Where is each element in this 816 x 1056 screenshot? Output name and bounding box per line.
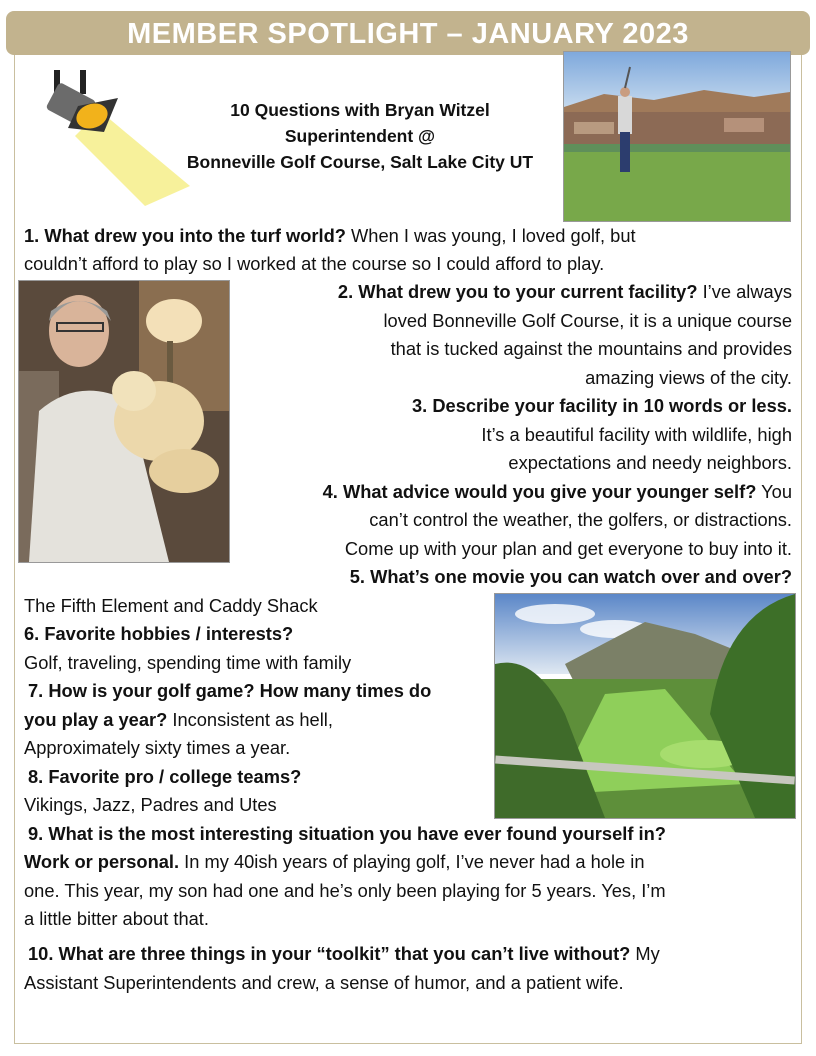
answer-3-line-2: expectations and needy neighbors.	[508, 452, 792, 473]
golfer-teeing-off-photo	[563, 51, 791, 222]
answer-2-line-2: loved Bonneville Golf Course, it is a unique course	[383, 310, 792, 331]
question-8-text: 8. Favorite pro / college teams?	[28, 766, 302, 787]
answer-7-part-1: Inconsistent as hell,	[167, 709, 333, 730]
answer-8: Vikings, Jazz, Padres and Utes	[24, 794, 277, 815]
answer-2-line-3: that is tucked against the mountains and provides	[390, 338, 792, 359]
answer-4-line-2: can’t control the weather, the golfers, or distractions.	[369, 509, 792, 530]
intro-line-2: Superintendent @	[284, 126, 436, 146]
question-9-part-2: Work or personal.	[24, 851, 180, 872]
question-9-line-2	[24, 848, 645, 876]
question-1: 1. What drew you into the turf world?	[24, 225, 346, 246]
question-6-text: 6. Favorite hobbies / interests?	[24, 623, 294, 644]
question-10-line-1	[28, 940, 660, 968]
answer-2-line-4: amazing views of the city.	[585, 367, 792, 388]
answer-5: The Fifth Element and Caddy Shack	[24, 595, 318, 616]
interview-intro	[140, 97, 580, 175]
answer-1-line-2: couldn’t afford to play so I worked at the course so I could afford to play.	[24, 253, 605, 274]
spotlight-banner: MEMBER SPOTLIGHT – JANUARY 2023	[6, 11, 810, 55]
question-10: 10. What are three things in your “toolkit” that you can’t live without?	[28, 943, 631, 964]
answer-1-part-1: When I was young, I loved golf, but	[345, 225, 636, 246]
question-7-line-1	[28, 677, 431, 705]
question-5	[350, 563, 792, 591]
intro-line-3: Bonneville Golf Course, Salt Lake City UT	[186, 152, 534, 172]
man-with-puppy-photo	[18, 280, 230, 563]
answer-7-line-2: Approximately sixty times a year.	[24, 737, 291, 758]
question-7-part-2: you play a year?	[24, 709, 168, 730]
question-2: 2. What drew you to your current facility?	[337, 281, 698, 302]
question-2-line-1	[338, 278, 792, 306]
question-9-line-1	[28, 820, 666, 848]
answer-9-line-3: a little bitter about that.	[24, 908, 209, 929]
intro-line-1: 10 Questions with Bryan Witzel	[230, 100, 490, 120]
question-6	[24, 620, 293, 648]
question-4: 4. What advice would you give your younger self?	[322, 481, 757, 502]
answer-10-line-2: Assistant Superintendents and crew, a sense of humor, and a patient wife.	[24, 972, 624, 993]
answer-6: Golf, traveling, spending time with family	[24, 652, 352, 673]
question-3	[412, 392, 792, 420]
answer-10-part-1: My	[630, 943, 660, 964]
question-4-line-1	[323, 478, 792, 506]
question-7-line-2	[24, 706, 333, 734]
answer-9-part-1: In my 40ish years of playing golf, I’ve never had a hole in	[179, 851, 645, 872]
question-3-text: 3. Describe your facility in 10 words or less.	[412, 395, 792, 416]
question-5-text: 5. What’s one movie you can watch over and over?	[349, 566, 792, 587]
golf-course-view-photo	[494, 593, 796, 819]
question-8	[28, 763, 301, 791]
answer-3-line-1: It’s a beautiful facility with wildlife, high	[481, 424, 792, 445]
answer-4-line-3: Come up with your plan and get everyone to buy into it.	[344, 538, 792, 559]
answer-4-part-1: You	[756, 481, 792, 502]
question-1-line-1	[24, 222, 636, 250]
answer-9-line-2: one. This year, my son had one and he’s only been playing for 5 years. Yes, I’m	[24, 880, 666, 901]
question-7-text: 7. How is your golf game? How many times do	[28, 680, 432, 701]
question-9-text: 9. What is the most interesting situation you have ever found yourself in?	[28, 823, 666, 844]
answer-2-part-1: I’ve always	[697, 281, 792, 302]
